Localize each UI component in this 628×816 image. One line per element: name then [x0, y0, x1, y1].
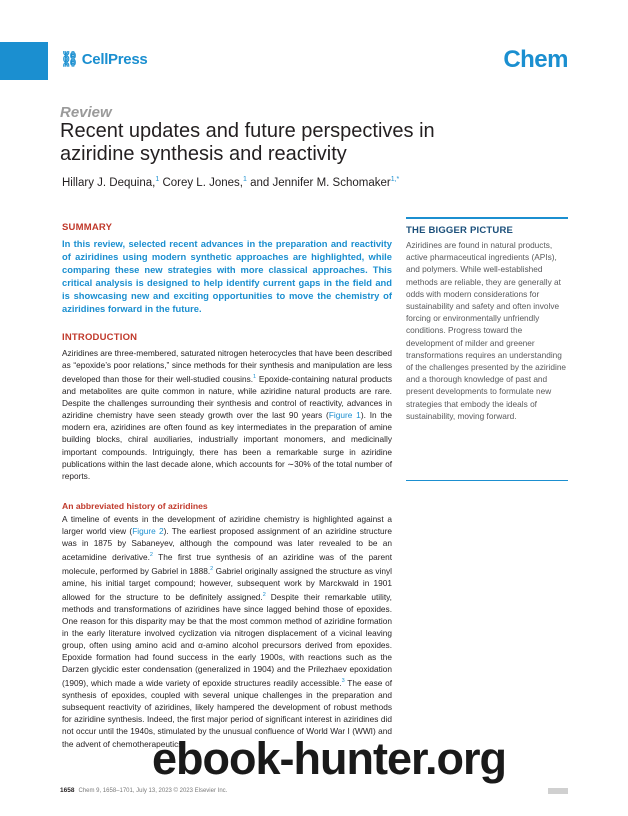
journal-name: Chem	[503, 46, 568, 73]
figure-link[interactable]: Figure 1	[328, 410, 361, 421]
bigger-picture-text: Aziridines are found in natural products, active pharmaceutical ingredients (APIs), and polymers. While well-established methods are reliable, they are generally at odds with modern considerations for sustainability and safety and often involve forcing or environmentally unfriendly conditions. Progress toward the development of milder and greener transformations requires an understanding of the challenges presented by the aziridine and a thorough knowledge of past and present developments to formulate new strategies that embody the ideals of sustainability, moving forward.	[406, 240, 567, 421]
text-span: The ease of synthesis of epoxides, coupled with several unique challenges in the preparation and subsequent reactivity of aziridines, likely hampered the development of robust methods for aziridine synthesis. Indeed, the first major period of significant interest in aziridines did not occur until the 1940s, stimulated by the unusual confluence of World War I (WWI) and the advent of chemotherapeutics.	[62, 678, 392, 749]
reference-link[interactable]: 2	[262, 591, 266, 598]
figure-link[interactable]: Figure 2	[132, 525, 164, 536]
affiliation-link[interactable]: 1	[155, 176, 160, 183]
watermark: ebook-hunter.org	[152, 733, 506, 784]
text-span: Aziridines are three-membered, saturated nitrogen heterocycles that have been described as “epoxide’s poor relations,” since methods for their synthesis and manipulation are less developed than those for their well-studied cousins.	[62, 348, 392, 384]
text-span: The first true synthesis of an aziridine was of the parent molecule, performed by Gabriel in 1888.	[62, 551, 393, 576]
corner-color-tab	[0, 42, 48, 80]
author-list	[62, 176, 399, 189]
text-span: A timeline of events in the development of aziridine chemistry is highlighted against a larger world view (	[62, 513, 392, 536]
author-name: and Jennifer M. Schomaker	[250, 176, 391, 189]
reference-link[interactable]: 2	[149, 552, 153, 559]
text-span: ). The earliest proposed assignment of an aziridine structure was in 1875 by Sabaneyev, although the compound was later revealed to be an acetamidine derivative.	[62, 525, 392, 562]
text-span: Epoxide-containing natural products and metabolites are quite common in nature, while aziridine natural products are rare. Despite the challenges surrounding their synthesis and control of reactivity, advances in aziridine chemistry have seen steady growth over the last 90 years (	[62, 373, 392, 421]
text-span: Despite their remarkable utility, methods and transformations of aziridines have since lagged behind those of epoxides. One reason for this disparity may be that the most common method of aziridine formation in the early literature involved cyclization via nitrogen displacement of a vicinal leaving group, often using amino acid and α-amino alcohol precursors derived from epoxides. Epoxide formation had found success in the early 1900s, with reactions such as the Darzen glycidic ester condensation (generalized in 1904) and the Prilezhaev epoxidation (1909), which made a wide variety of epoxide structures readily accessible.	[62, 591, 392, 689]
history-heading: An abbreviated history of aziridines	[62, 500, 208, 511]
introduction-paragraph	[62, 347, 392, 482]
main-column	[62, 222, 392, 750]
sidebar-divider	[406, 480, 568, 481]
text-span: ). In the modern era, aziridines are often found as key intermediates in the preparation of amine building blocks, chiral auxiliaries, industrially important monomers, and medicinally important compounds. Intriguingly, there has been a remarkable surge in aziridine publications within the last decade alone, which accounts for ∼30% of the total number of reports.	[62, 410, 393, 481]
page-footer	[60, 787, 227, 794]
page-number: 1658	[60, 787, 75, 794]
reference-link[interactable]: 2	[210, 565, 214, 572]
reference-link[interactable]: 1	[253, 374, 257, 381]
reference-link[interactable]: 3	[341, 678, 345, 685]
author-name: Hillary J. Dequina,	[62, 176, 156, 189]
cellpress-icon: ⛓	[60, 51, 79, 68]
introduction-heading: INTRODUCTION	[62, 332, 138, 343]
affiliation-link[interactable]: 1,*	[390, 176, 400, 183]
footer-citation: Chem 9, 1658–1701, July 13, 2023 © 2023 Elsevier Inc.	[78, 788, 228, 794]
summary-text: In this review, selected recent advances in the preparation and reactivity of aziridines using modern synthetic approaches are highlighted, while comparing these new strategies with more classical approaches. This critical analysis is designed to help identify current gaps in the field and is showcasing new and exciting opportunities to move the chemistry of aziridines forward in the future.	[62, 238, 392, 314]
bigger-picture-heading: THE BIGGER PICTURE	[406, 225, 514, 236]
affiliation-link[interactable]: 1	[242, 176, 247, 183]
author-name: Corey L. Jones,	[162, 176, 243, 189]
text-span: Gabriel originally assigned the structure as vinyl amine, his initial target compound; however, subsequent work by Marckwald in 1901 allowed for the structure to be definitely assigned.	[62, 565, 392, 602]
publisher-name: CellPress	[81, 51, 148, 68]
article-title: Recent updates and future perspectives in aziridine synthesis and reactivity	[60, 120, 435, 165]
history-paragraph	[62, 513, 392, 750]
bigger-picture-box	[406, 217, 568, 422]
summary-heading: SUMMARY	[62, 222, 113, 233]
article-type: Review	[60, 104, 112, 121]
footer-mark	[548, 788, 568, 794]
publisher-logo	[60, 50, 147, 68]
